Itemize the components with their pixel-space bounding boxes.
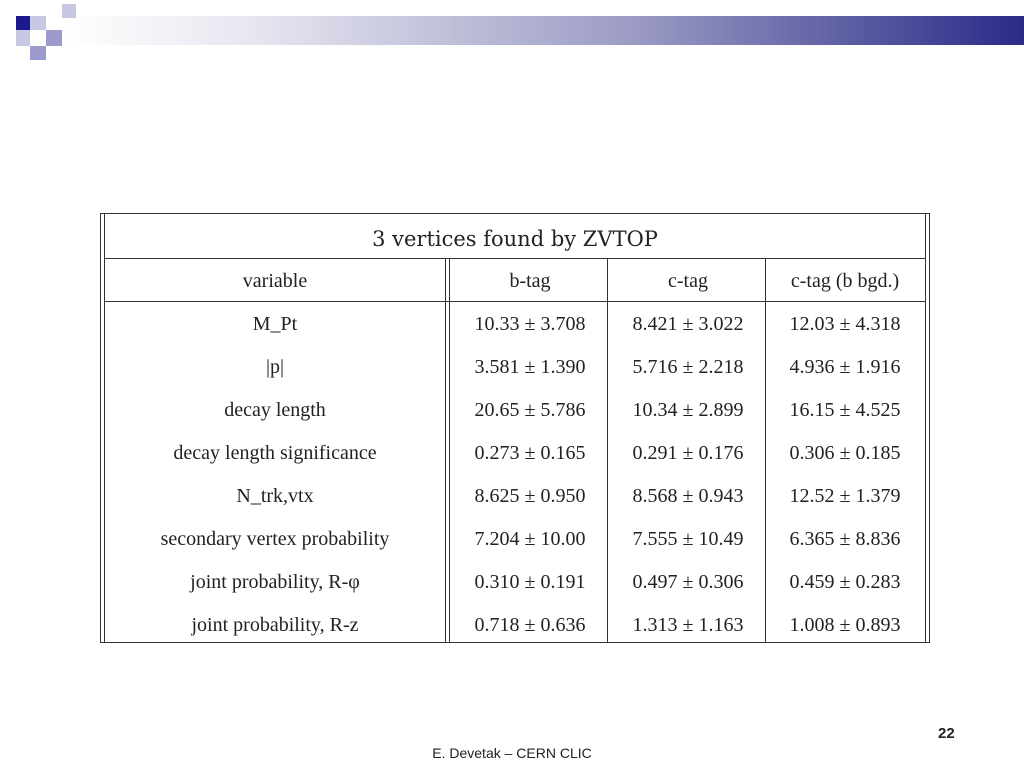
row-value-b-tag: 8.625 ± 0.950 <box>474 485 586 507</box>
header-c-tag: c-tag <box>668 270 708 292</box>
row-variable: decay length <box>224 399 326 421</box>
row-value-c-tag: 1.313 ± 1.163 <box>632 614 744 636</box>
row-value-c-tag: 0.291 ± 0.176 <box>632 442 744 464</box>
row-variable: M_Pt <box>252 313 298 335</box>
row-value-c-tag-b-bgd: 0.306 ± 0.185 <box>789 442 901 464</box>
row-value-c-tag-b-bgd: 1.008 ± 0.893 <box>789 614 901 636</box>
row-value-c-tag-b-bgd: 12.52 ± 1.379 <box>789 485 901 507</box>
row-value-b-tag: 3.581 ± 1.390 <box>474 356 586 378</box>
logo-square-light <box>16 30 30 46</box>
row-value-c-tag-b-bgd: 6.365 ± 8.836 <box>789 528 901 550</box>
column-divider <box>445 258 446 642</box>
logo-square-light <box>30 16 46 30</box>
row-variable: |p| <box>265 356 284 378</box>
row-value-b-tag: 0.718 ± 0.636 <box>474 614 586 636</box>
header-gradient-bar <box>62 16 1024 45</box>
results-table <box>100 213 930 643</box>
logo-square-mid <box>46 30 62 46</box>
column-divider <box>449 258 450 642</box>
table-title: 3 vertices found by ZVTOP <box>372 227 658 251</box>
row-value-c-tag-b-bgd: 16.15 ± 4.525 <box>789 399 901 421</box>
row-value-b-tag: 7.204 ± 10.00 <box>474 528 586 550</box>
row-value-c-tag: 7.555 ± 10.49 <box>632 528 744 550</box>
row-value-c-tag: 8.568 ± 0.943 <box>632 485 744 507</box>
header-c-tag-b-bgd: c-tag (b bgd.) <box>790 270 900 292</box>
header-variable: variable <box>242 270 308 292</box>
header-b-tag: b-tag <box>509 270 551 292</box>
row-value-c-tag-b-bgd: 0.459 ± 0.283 <box>789 571 901 593</box>
row-value-b-tag: 0.273 ± 0.165 <box>474 442 586 464</box>
footer-author: E. Devetak – CERN CLIC <box>432 745 592 761</box>
row-value-c-tag: 0.497 ± 0.306 <box>632 571 744 593</box>
logo-square-mid <box>30 46 46 60</box>
row-variable: N_trk,vtx <box>236 485 314 507</box>
row-value-c-tag: 10.34 ± 2.899 <box>632 399 744 421</box>
table-inner <box>104 214 926 642</box>
table-rule <box>105 258 925 259</box>
row-variable: decay length significance <box>173 442 377 464</box>
row-value-b-tag: 0.310 ± 0.191 <box>474 571 586 593</box>
row-value-c-tag-b-bgd: 4.936 ± 1.916 <box>789 356 901 378</box>
table-rule <box>105 301 925 302</box>
page-number: 22 <box>938 725 955 742</box>
logo-square-dark <box>16 16 30 30</box>
row-value-c-tag: 5.716 ± 2.218 <box>632 356 744 378</box>
row-variable: secondary vertex probability <box>160 528 390 550</box>
row-value-b-tag: 20.65 ± 5.786 <box>474 399 586 421</box>
row-value-b-tag: 10.33 ± 3.708 <box>474 313 586 335</box>
logo-square-light <box>62 4 76 18</box>
row-variable: joint probability, R-z <box>191 614 359 636</box>
row-variable: joint probability, R-φ <box>190 571 360 593</box>
row-value-c-tag-b-bgd: 12.03 ± 4.318 <box>789 313 901 335</box>
row-value-c-tag: 8.421 ± 3.022 <box>632 313 744 335</box>
